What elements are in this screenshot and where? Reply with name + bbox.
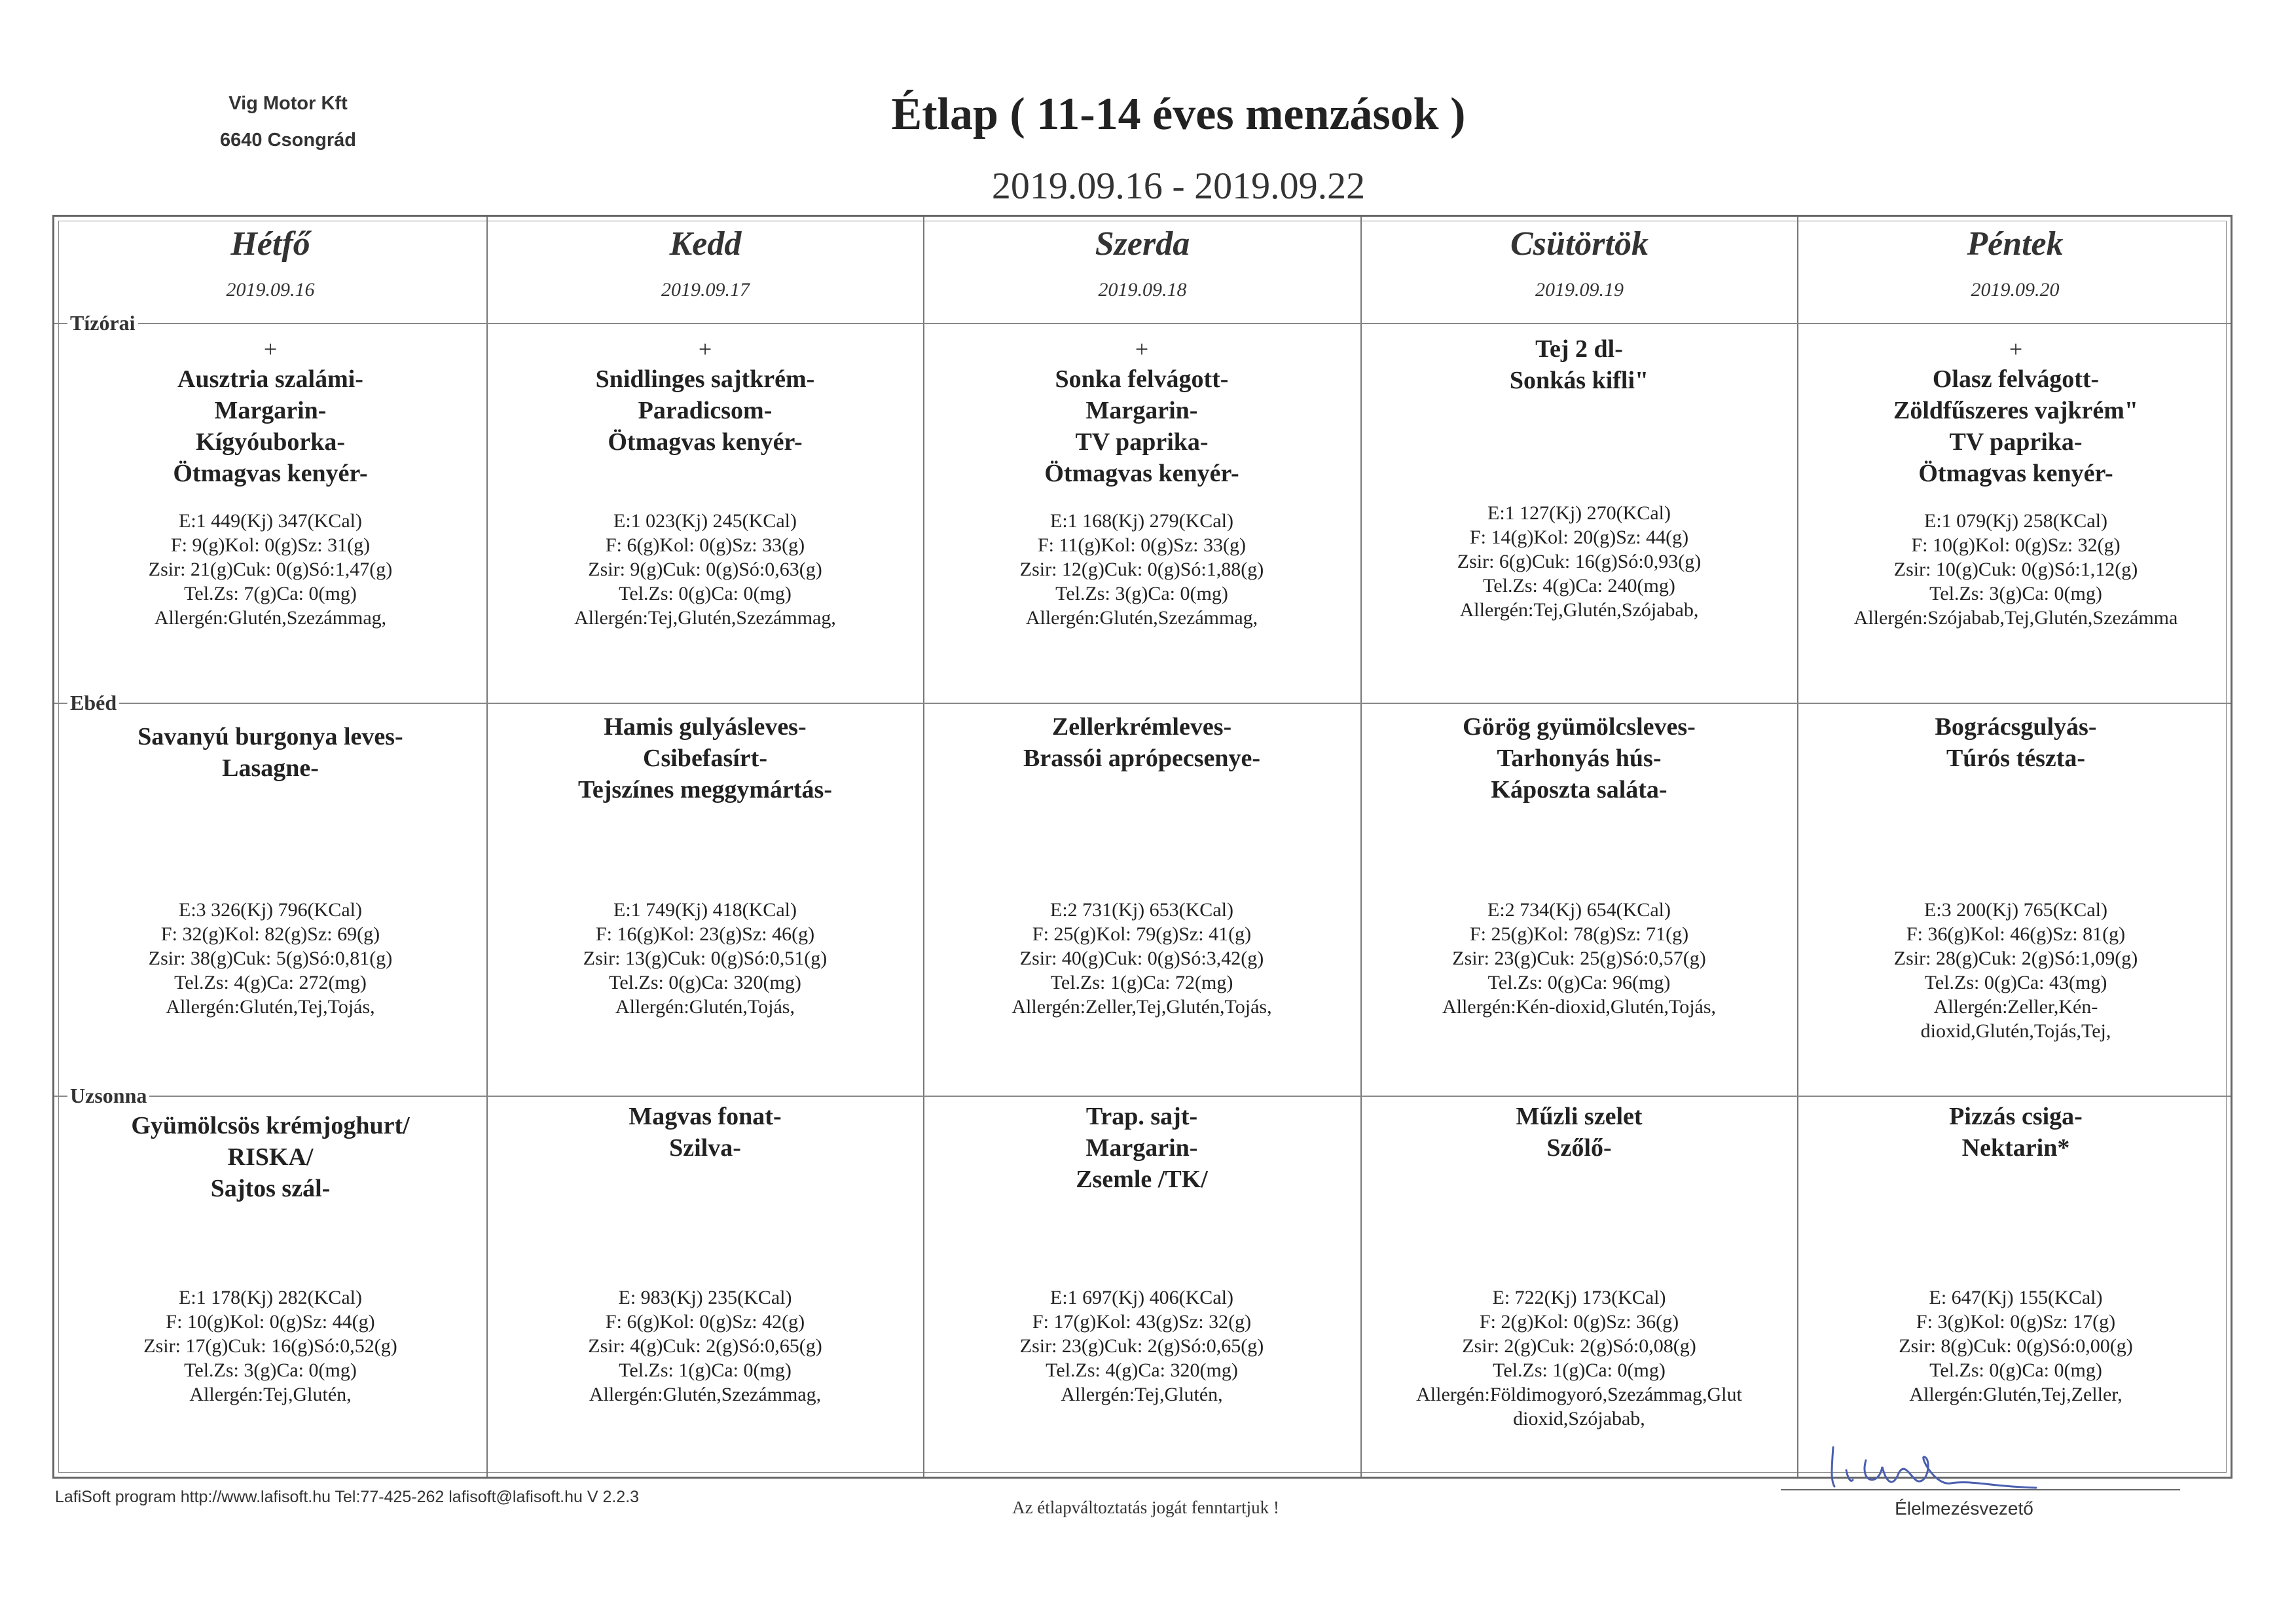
dish-item: Szilva- xyxy=(669,1134,741,1162)
dish-item: Bográcsgulyás- xyxy=(1935,713,2097,741)
allergen-line: Allergén:Tej,Glutén,Szezámmag, xyxy=(574,607,836,629)
nutrition-tuesday-morning xyxy=(489,509,921,630)
row-divider xyxy=(54,323,2231,324)
nutrition-line: Tel.Zs: 3(g)Ca: 0(mg) xyxy=(184,1359,357,1381)
nutrition-line: E:3 326(Kj) 796(KCal) xyxy=(179,899,362,921)
menu-cell-tuesday-afternoon xyxy=(489,1101,921,1164)
nutrition-line: E:1 749(Kj) 418(KCal) xyxy=(613,899,797,921)
dish-item: Görög gyümölcsleves- xyxy=(1463,713,1696,741)
column-divider xyxy=(486,217,488,1477)
nutrition-line: Zsir: 40(g)Cuk: 0(g)Só:3,42(g) xyxy=(1019,948,1264,969)
nutrition-monday-afternoon xyxy=(54,1285,486,1407)
allergen-line: Allergén:Szójabab,Tej,Glutén,Szezámma xyxy=(1853,607,2178,629)
signature-line xyxy=(1781,1489,2180,1490)
menu-period: 2019.09.16 - 2019.09.22 xyxy=(991,164,1366,207)
dish-item: Trap. sajt- xyxy=(1085,1103,1198,1130)
plus-marker: + xyxy=(263,336,278,362)
menu-cell-friday-morning xyxy=(1800,335,2232,489)
day-date: 2019.09.19 xyxy=(1535,279,1624,301)
nutrition-friday-morning xyxy=(1800,509,2232,630)
nutrition-monday-morning xyxy=(54,509,486,630)
nutrition-line: F: 16(g)Kol: 23(g)Sz: 46(g) xyxy=(595,923,815,945)
nutrition-line: Tel.Zs: 0(g)Ca: 43(mg) xyxy=(1924,972,2107,993)
nutrition-line: Zsir: 8(g)Cuk: 0(g)Só:0,00(g) xyxy=(1899,1335,2133,1357)
nutrition-line: F: 2(g)Kol: 0(g)Sz: 36(g) xyxy=(1479,1311,1679,1333)
nutrition-line: Zsir: 9(g)Cuk: 0(g)Só:0,63(g) xyxy=(588,559,822,580)
day-name: Szerda xyxy=(1095,225,1190,263)
nutrition-line: F: 10(g)Kol: 0(g)Sz: 32(g) xyxy=(1911,534,2121,556)
signature-label: Élelmezésvezető xyxy=(1895,1498,2033,1519)
day-header-wednesday xyxy=(924,217,1360,322)
nutrition-wednesday-afternoon xyxy=(926,1285,1358,1407)
plus-marker: + xyxy=(2009,336,2023,362)
nutrition-tuesday-afternoon xyxy=(489,1285,921,1407)
dish-item: Snidlinges sajtkrém- xyxy=(595,365,815,393)
menu-cell-wednesday-morning xyxy=(926,335,1358,489)
day-name: Péntek xyxy=(1967,225,2064,263)
page-title: Étlap ( 11-14 éves menzások ) xyxy=(891,89,1466,139)
day-header-tuesday xyxy=(488,217,923,322)
nutrition-line: F: 6(g)Kol: 0(g)Sz: 42(g) xyxy=(605,1311,805,1333)
dish-item: Margarin- xyxy=(214,397,327,424)
nutrition-line: Tel.Zs: 4(g)Ca: 320(mg) xyxy=(1046,1359,1238,1381)
allergen-line: dioxid,Szójabab, xyxy=(1513,1408,1645,1430)
day-header-friday xyxy=(1798,217,2232,322)
nutrition-line: E:1 178(Kj) 282(KCal) xyxy=(179,1287,362,1308)
nutrition-line: Zsir: 10(g)Cuk: 0(g)Só:1,12(g) xyxy=(1893,559,2138,580)
nutrition-line: Zsir: 17(g)Cuk: 16(g)Só:0,52(g) xyxy=(143,1335,397,1357)
dish-item: Tej 2 dl- xyxy=(1535,335,1623,363)
nutrition-wednesday-lunch xyxy=(926,898,1358,1019)
nutrition-line: Zsir: 38(g)Cuk: 5(g)Só:0,81(g) xyxy=(148,948,393,969)
nutrition-line: F: 32(g)Kol: 82(g)Sz: 69(g) xyxy=(160,923,380,945)
dish-item: Sajtos szál- xyxy=(210,1175,331,1202)
allergen-line: Allergén:Tej,Glutén, xyxy=(1061,1384,1223,1405)
software-footer: LafiSoft program http://www.lafisoft.hu Tel:77-425-262 lafisoft@lafisoft.hu V 2.2.3 xyxy=(55,1488,640,1506)
menu-cell-wednesday-afternoon xyxy=(926,1101,1358,1195)
menu-cell-thursday-lunch xyxy=(1363,711,1795,805)
nutrition-line: Zsir: 28(g)Cuk: 2(g)Só:1,09(g) xyxy=(1893,948,2138,969)
day-date: 2019.09.16 xyxy=(226,279,315,301)
dish-item: Savanyú burgonya leves- xyxy=(137,723,403,750)
dish-item: TV paprika- xyxy=(1075,428,1209,456)
nutrition-friday-lunch xyxy=(1800,898,2232,1043)
menu-cell-friday-afternoon xyxy=(1800,1101,2232,1164)
allergen-line: Allergén:Glutén,Szezámmag, xyxy=(154,607,387,629)
column-divider xyxy=(923,217,924,1477)
dish-item: RISKA/ xyxy=(227,1143,314,1171)
dish-item: Lasagne- xyxy=(222,754,319,782)
menu-cell-monday-lunch xyxy=(54,721,486,784)
nutrition-line: F: 17(g)Kol: 43(g)Sz: 32(g) xyxy=(1032,1311,1252,1333)
nutrition-friday-afternoon xyxy=(1800,1285,2232,1407)
nutrition-line: E:2 734(Kj) 654(KCal) xyxy=(1487,899,1671,921)
nutrition-line: Tel.Zs: 3(g)Ca: 0(mg) xyxy=(1929,583,2102,604)
dish-item: Zellerkrémleves- xyxy=(1051,713,1232,741)
menu-cell-monday-morning xyxy=(54,335,486,489)
nutrition-thursday-afternoon xyxy=(1363,1285,1795,1431)
nutrition-line: Tel.Zs: 1(g)Ca: 72(mg) xyxy=(1050,972,1233,993)
allergen-line: Allergén:Glutén,Tej,Zeller, xyxy=(1909,1384,2123,1405)
dish-item: Hamis gulyásleves- xyxy=(604,713,807,741)
day-name: Hétfő xyxy=(230,225,310,263)
dish-item: Pizzás csiga- xyxy=(1949,1103,2083,1130)
nutrition-line: F: 3(g)Kol: 0(g)Sz: 17(g) xyxy=(1916,1311,2116,1333)
nutrition-line: Zsir: 23(g)Cuk: 25(g)Só:0,57(g) xyxy=(1452,948,1706,969)
menu-cell-friday-lunch xyxy=(1800,711,2232,774)
dish-item: Margarin- xyxy=(1085,397,1198,424)
nutrition-line: E:1 168(Kj) 279(KCal) xyxy=(1050,510,1233,532)
nutrition-line: F: 25(g)Kol: 78(g)Sz: 71(g) xyxy=(1469,923,1689,945)
nutrition-line: F: 10(g)Kol: 0(g)Sz: 44(g) xyxy=(166,1311,375,1333)
nutrition-line: Tel.Zs: 1(g)Ca: 0(mg) xyxy=(1493,1359,1666,1381)
allergen-line: Allergén:Földimogyoró,Szezámmag,Glut xyxy=(1416,1384,1742,1405)
nutrition-line: Zsir: 2(g)Cuk: 2(g)Só:0,08(g) xyxy=(1462,1335,1696,1357)
nutrition-line: E:1 697(Kj) 406(KCal) xyxy=(1050,1287,1233,1308)
day-date: 2019.09.20 xyxy=(1971,279,2060,301)
dish-item: Ötmagvas kenyér- xyxy=(173,460,368,487)
dish-item: Túrós tészta- xyxy=(1946,745,2086,772)
allergen-line: Allergén:Glutén,Szezámmag, xyxy=(1025,607,1258,629)
day-name: Kedd xyxy=(669,225,742,263)
day-header-monday xyxy=(54,217,486,322)
dish-item: Tejszínes meggymártás- xyxy=(577,776,832,803)
dish-item: Ötmagvas kenyér- xyxy=(608,428,803,456)
nutrition-line: F: 36(g)Kol: 46(g)Sz: 81(g) xyxy=(1906,923,2126,945)
plus-marker: + xyxy=(698,336,712,362)
nutrition-line: Tel.Zs: 0(g)Ca: 0(mg) xyxy=(1929,1359,2102,1381)
dish-item: Ötmagvas kenyér- xyxy=(1044,460,1239,487)
section-label-afternoon: Uzsonna xyxy=(67,1084,149,1108)
nutrition-line: Zsir: 13(g)Cuk: 0(g)Só:0,51(g) xyxy=(583,948,828,969)
dish-item: Ötmagvas kenyér- xyxy=(1918,460,2113,487)
menu-grid xyxy=(52,215,2232,1479)
nutrition-line: Tel.Zs: 7(g)Ca: 0(mg) xyxy=(184,583,357,604)
nutrition-line: Tel.Zs: 3(g)Ca: 0(mg) xyxy=(1055,583,1228,604)
dish-item: Káposzta saláta- xyxy=(1491,776,1667,803)
company-address: 6640 Csongrád xyxy=(220,130,356,151)
nutrition-line: E: 722(Kj) 173(KCal) xyxy=(1492,1287,1666,1308)
dish-item: Műzli szelet xyxy=(1516,1103,1643,1130)
allergen-line: Allergén:Glutén,Szezámmag, xyxy=(589,1384,822,1405)
dish-item: Ausztria szalámi- xyxy=(177,365,363,393)
nutrition-tuesday-lunch xyxy=(489,898,921,1019)
nutrition-line: E: 647(Kj) 155(KCal) xyxy=(1929,1287,2103,1308)
allergen-line: Allergén:Tej,Glutén, xyxy=(189,1384,352,1405)
nutrition-line: Zsir: 21(g)Cuk: 0(g)Só:1,47(g) xyxy=(148,559,393,580)
dish-item: Sonka felvágott- xyxy=(1055,365,1229,393)
company-block xyxy=(164,85,412,158)
dish-item: Sonkás kifli" xyxy=(1509,367,1649,394)
nutrition-line: E:2 731(Kj) 653(KCal) xyxy=(1050,899,1233,921)
nutrition-line: Zsir: 12(g)Cuk: 0(g)Só:1,88(g) xyxy=(1019,559,1264,580)
dish-item: Zöldfűszeres vajkrém" xyxy=(1893,397,2138,424)
nutrition-line: E:1 023(Kj) 245(KCal) xyxy=(613,510,797,532)
nutrition-wednesday-morning xyxy=(926,509,1358,630)
row-divider xyxy=(54,1096,2231,1097)
nutrition-thursday-morning xyxy=(1363,501,1795,622)
plus-marker: + xyxy=(1135,336,1149,362)
nutrition-line: F: 9(g)Kol: 0(g)Sz: 31(g) xyxy=(170,534,371,556)
menu-cell-tuesday-lunch xyxy=(489,711,921,805)
nutrition-line: Tel.Zs: 0(g)Ca: 320(mg) xyxy=(609,972,801,993)
nutrition-line: E:1 127(Kj) 270(KCal) xyxy=(1487,502,1671,524)
nutrition-line: F: 25(g)Kol: 79(g)Sz: 41(g) xyxy=(1032,923,1252,945)
menu-cell-monday-afternoon xyxy=(54,1110,486,1204)
allergen-line: dioxid,Glutén,Tojás,Tej, xyxy=(1920,1020,2111,1042)
day-date: 2019.09.18 xyxy=(1098,279,1187,301)
nutrition-line: Zsir: 23(g)Cuk: 2(g)Só:0,65(g) xyxy=(1019,1335,1264,1357)
nutrition-monday-lunch xyxy=(54,898,486,1019)
day-header-thursday xyxy=(1362,217,1797,322)
nutrition-line: F: 11(g)Kol: 0(g)Sz: 33(g) xyxy=(1037,534,1247,556)
column-divider xyxy=(1797,217,1798,1477)
dish-item: Brassói aprópecsenye- xyxy=(1023,745,1261,772)
menu-cell-thursday-morning xyxy=(1363,333,1795,396)
section-label-morning: Tízórai xyxy=(67,311,138,335)
nutrition-line: Tel.Zs: 0(g)Ca: 96(mg) xyxy=(1487,972,1671,993)
nutrition-line: E:3 200(Kj) 765(KCal) xyxy=(1924,899,2107,921)
nutrition-line: E:1 449(Kj) 347(KCal) xyxy=(179,510,362,532)
dish-item: Csibefasírt- xyxy=(643,745,767,772)
allergen-line: Allergén:Zeller,Kén- xyxy=(1933,996,2098,1018)
nutrition-line: Tel.Zs: 0(g)Ca: 0(mg) xyxy=(619,583,792,604)
nutrition-thursday-lunch xyxy=(1363,898,1795,1019)
column-divider xyxy=(1360,217,1362,1477)
dish-item: Tarhonyás hús- xyxy=(1497,745,1662,772)
nutrition-line: F: 6(g)Kol: 0(g)Sz: 33(g) xyxy=(605,534,805,556)
dish-item: Margarin- xyxy=(1085,1134,1198,1162)
menu-cell-thursday-afternoon xyxy=(1363,1101,1795,1164)
day-name: Csütörtök xyxy=(1510,225,1649,263)
dish-item: Nektarin* xyxy=(1961,1134,2070,1162)
allergen-line: Allergén:Glutén,Tojás, xyxy=(615,996,795,1018)
company-name: Vig Motor Kft xyxy=(228,93,348,114)
nutrition-line: Tel.Zs: 1(g)Ca: 0(mg) xyxy=(619,1359,792,1381)
nutrition-line: Zsir: 6(g)Cuk: 16(g)Só:0,93(g) xyxy=(1457,551,1702,572)
nutrition-line: E:1 079(Kj) 258(KCal) xyxy=(1924,510,2107,532)
nutrition-line: E: 983(Kj) 235(KCal) xyxy=(618,1287,792,1308)
menu-cell-tuesday-morning xyxy=(489,335,921,458)
dish-item: Paradicsom- xyxy=(638,397,773,424)
row-divider xyxy=(54,703,2231,704)
nutrition-line: Tel.Zs: 4(g)Ca: 240(mg) xyxy=(1483,575,1675,597)
dish-item: Gyümölcsös krémjoghurt/ xyxy=(131,1112,410,1139)
allergen-line: Allergén:Tej,Glutén,Szójabab, xyxy=(1459,599,1699,621)
dish-item: TV paprika- xyxy=(1949,428,2083,456)
menu-cell-wednesday-lunch xyxy=(926,711,1358,774)
nutrition-line: Tel.Zs: 4(g)Ca: 272(mg) xyxy=(174,972,367,993)
allergen-line: Allergén:Zeller,Tej,Glutén,Tojás, xyxy=(1011,996,1272,1018)
dish-item: Kígyóuborka- xyxy=(195,428,346,456)
day-date: 2019.09.17 xyxy=(661,279,750,301)
section-label-lunch: Ebéd xyxy=(67,691,119,715)
dish-item: Zsemle /TK/ xyxy=(1076,1166,1208,1193)
dish-item: Olasz felvágott- xyxy=(1932,365,2100,393)
change-notice: Az étlapváltoztatás jogát fenntartjuk ! xyxy=(1012,1498,1279,1517)
allergen-line: Allergén:Glutén,Tej,Tojás, xyxy=(166,996,375,1018)
dish-item: Szőlő- xyxy=(1546,1134,1612,1162)
nutrition-line: Zsir: 4(g)Cuk: 2(g)Só:0,65(g) xyxy=(588,1335,822,1357)
allergen-line: Allergén:Kén-dioxid,Glutén,Tojás, xyxy=(1442,996,1717,1018)
nutrition-line: F: 14(g)Kol: 20(g)Sz: 44(g) xyxy=(1469,526,1689,548)
dish-item: Magvas fonat- xyxy=(629,1103,782,1130)
